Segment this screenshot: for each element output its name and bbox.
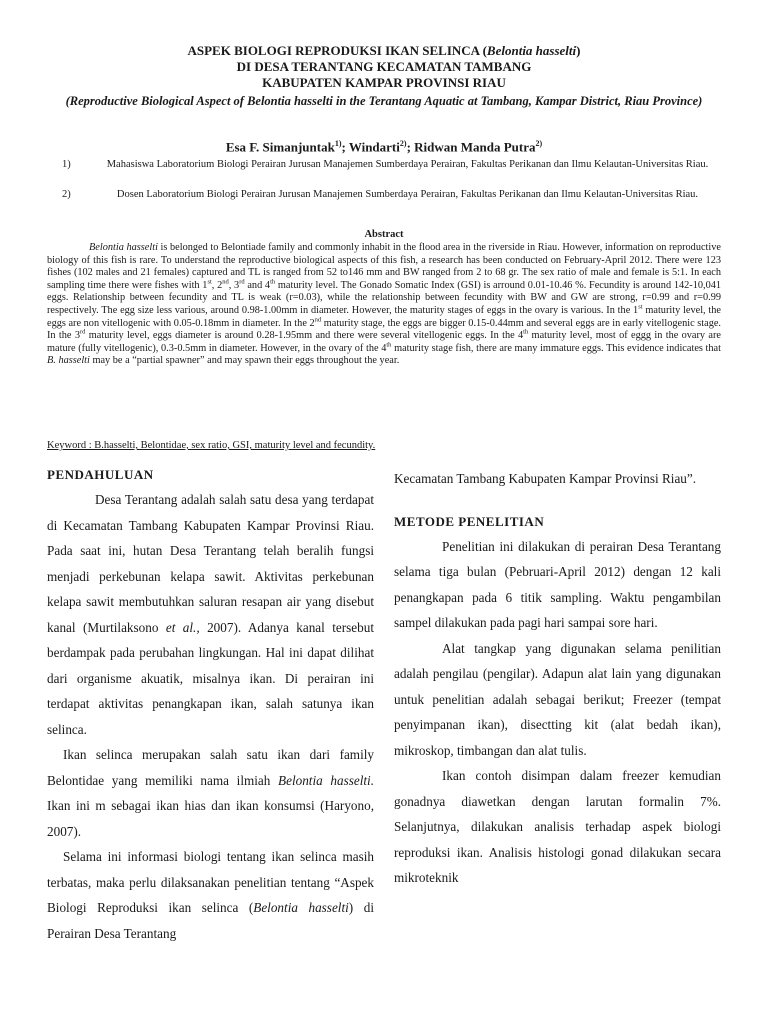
- paragraph: Selama ini informasi biologi tentang ikan selinca masih terbatas, maka perlu dilaksanakan penelitian tentang “Aspek Biologi Reproduksi ikan selinca (Belontia hasselti) di Perairan Desa Terantang: [47, 849, 374, 941]
- paragraph: Penelitian ini dilakukan di perairan Desa Terantang selama tiga bulan (Pebruari-April 2012) dengan 12 kali penangkapan pada 6 titik sampling. Waktu pengambilan sampel dilakukan pada pagi hari sampai sore hari.: [394, 538, 721, 630]
- abstract-body: Belontia hasselti is belonged to Belontiade family and commonly inhabit in the flood area in the riverside in Riau. However, information on reproductive biology of this fish is rare. To understand the reproductive biological aspects of this fish, a research has been conducted on February-April 2012. There were 123 fishes (102 males and 21 females) captured and TL is ranged from 52 to146 mm and BW ranged from 2 to 68 gr. The sex ratio of male and female is 5:1. In each sampling time there were fishes with 1st, 2nd, 3rd and 4th maturity level. The Gonado Somatic Index (GSI) is arround 0.01-10.46 %. Fecundity is around 142-10,041 eggs. Relationship between fecundity and TL is weak (r=0.03), while the relationship between fecundity with BW and GW are strong, r=0.99 and r=0.99 respectively. The egg size less various, around 0.98-1.00mm in diameter. However, the maturity stages of eggs in the ovary is various. In the 1st maturity level, the eggs are non vitellogenic with 0.05-0.18mm in diameter. In the 2nd maturity stage, the eggs are bigger 0.15-0.44mm and several eggs are in early vitellogenic stage. In the 3rd maturity level, eggs diameter is around 0.28-1.95mm and there were several vitellogenic eggs. In the 4th maturity level, most of eggg in the ovary are mature (fully vitellogenic), 0.3-0.5mm in diameter. However, in the ovary of the 4th maturity stage fish, there are many immature eggs. This evidence indicates that B. hasselti may be a “partial spawner” and may spawn their eggs throughout the year.: [47, 242, 722, 367]
- paragraph: Alat tangkap yang digunakan selama penilitian adalah pengilau (pengilar). Adapun alat lain yang digunakan untuk penelitian adalah sebagai berikut; Freezer (tempat penyimpanan ikan), disectting kit (alat bedah ikan), mikroskop, timbangan dan alat tulis.: [394, 640, 721, 758]
- right-column: [394, 466, 721, 891]
- section-heading-pendahuluan: PENDAHULUAN: [47, 467, 154, 482]
- title-species-name: Belontia hasselti: [486, 43, 577, 58]
- paper-title-line-3: KABUPATEN KAMPAR PROVINSI RIAU: [262, 75, 506, 90]
- paragraph: Kecamatan Tambang Kabupaten Kampar Provinsi Riau”.: [394, 471, 697, 486]
- section-heading-metode-penelitian: METODE PENELITIAN: [394, 513, 545, 529]
- paragraph: Ikan contoh disimpan dalam freezer kemudian gonadnya diawetkan dengan larutan formalin 7%. Selanjutnya, dilakukan analisis terhadap aspek biologi reproduksi ikan. Analisis histologi gonad dilakukan secara mikroteknik: [394, 768, 721, 885]
- paragraph: Ikan selinca merupakan salah satu ikan dari family Belontidae yang memiliki nama ilmiah Belontia hasselti. Ikan ini m sebagai ikan hias dan ikan konsumsi (Haryono, 2007).: [47, 747, 375, 839]
- paragraph: Desa Terantang adalah salah satu desa yang terdapat di Kecamatan Tambang Kabupaten Kampar Provinsi Riau. Pada saat ini, hutan Desa Terantang telah beralih fungsi menjadi perkebunan kelapa sawit. Aktivitas perkebunan kelapa sawit membutuhkan saluran resapan air yang disebut kanal (Murtilaksono et al., 2007). Adanya kanal tersebut berdampak pada perubahan lingkungan. Hal ini dapat dilihat dari organisme akuatik, misalnya ikan. Di perairan ini terdapat aktivitas penangkapan ikan, salah satunya ikan selinca.: [47, 492, 374, 737]
- paper-title-english: (Reproductive Biological Aspect of Belontia hasselti in the Terantang Aquatic at Tambang, Kampar District, Riau Province): [65, 94, 703, 108]
- abstract-heading: Abstract: [364, 229, 404, 240]
- left-column: [47, 462, 374, 946]
- paper-title-line-1: ASPEK BIOLOGI REPRODUKSI IKAN SELINCA (Belontia hasselti): [187, 43, 581, 58]
- author-list: Esa F. Simanjuntak$^{1)}$; Windarti$^{2)}$; Ridwan Manda Putra$^{2)}$: [225, 139, 543, 155]
- paper-title-line-2: DI DESA TERANTANG KECAMATAN TAMBANG: [236, 59, 532, 74]
- paper-page: ASPEK BIOLOGI REPRODUKSI IKAN SELINCA (Belontia hasselti) DI DESA TERANTANG KECAMATAN TAMBANG KABUPATEN KAMPAR PROVINSI RIAU (Reproductive Biological Aspect of Belontia hasselti in the Terantang Aquatic at Tambang, Kampar District, Riau Province) Esa F. Simanjuntak$^{1)}$; Windarti$^{2)}$; Ridwan Manda Putra$^{2)}$ 1) Mahasiswa Laboratorium Biologi Perairan Jurusan Manajemen Sumberdaya Perairan, Fakultas Perikanan dan Ilmu Kelautan-Universitas Riau. 2) Dosen Laboratorium Biologi Perairan Jurusan Manajemen Sumberdaya Perairan, Fakultas Perikanan dan Ilmu Kelautan-Universitas Riau. Abstract Belontia hasselti is belonged to Belontiade family and commonly inhabit in the flood area in the riverside in Riau. However, information on reproductive biology of this fish is rare. To understand the reproductive biological aspects of this fish, a research has been conducted on February-April 2012. There were 123 fishes (102 males and 21 females) captured and TL is ranged from 52 to146 mm and BW ranged from 2 to 68 gr. The sex ratio of male and female is 5:1. In each sampling time there were fishes with 1st, 2nd, 3rd and 4th maturity level. The Gonado Somatic Index (GSI) is arround 0.01-10.46 %. Fecundity is around 142-10,041 eggs. Relationship between fecundity and TL is weak (r=0.03), while the relationship between fecundity with BW and GW are strong, r=0.99 and r=0.99 respectively. The egg size less various, around 0.98-1.00mm in diameter. However, the maturity stages of eggs in the ovary is various. In the 1st maturity level, the eggs are non vitellogenic with 0.05-0.18mm in diameter. In the 2nd maturity stage, the eggs are bigger 0.15-0.44mm and several eggs are in early vitellogenic stage. In the 3rd maturity level, eggs diameter is around 0.28-1.95mm and there were several vitellogenic eggs. In the 4th maturity level, most of eggg in the ovary are mature (fully vitellogenic), 0.3-0.5mm in diameter. However, in the ovary of the 4th maturity stage fish, there are many immature eggs. This evidence indicates that B. hasselti may be a “partial spawner” and may spawn their eggs throughout the year. Keyword : B.hasselti, Belontidae, sex ratio, GSI, maturity level and fecundity. PENDAHULUAN Desa Terantang adalah salah satu desa yang terdapat di Kecamatan Tambang Kabupaten Kampar Provinsi Riau. Pada saat ini, hutan Desa Terantang telah beralih fungsi menjadi perkebunan kelapa sawit. Aktivitas perkebunan kelapa sawit membutuhkan saluran resapan air yang disebut kanal (Murtilaksono et al., 2007). Adanya kanal tersebut berdampak pada perubahan lingkungan. Hal ini dapat dilihat dari organisme akuatik, misalnya ikan. Di perairan ini terdapat aktivitas penangkapan ikan, salah satunya ikan selinca. Ikan selinca merupakan salah satu ikan dari family Belontidae yang memiliki nama ilmiah Belontia hasselti. Ikan ini m sebagai ikan hias dan ikan konsumsi (Haryono, 2007). Selama ini informasi biologi tentang ikan selinca masih terbatas, maka perlu dilaksanakan penelitian tentang “Aspek Biologi Reproduksi ikan selinca (Belontia hasselti) di Perairan Desa Terantang Kecamatan Tambang Kabupaten Kampar Provinsi Riau”. METODE PENELITIAN Penelitian ini dilakukan di perairan Desa Terantang selama tiga bulan (Pebruari-April 2012) dengan 12 kali penangkapan pada 6 titik sampling. Waktu pengambilan sampel dilakukan pada pagi hari sampai sore hari. Alat tangkap yang digunakan selama penilitian adalah pengilau (pengilar). Adapun alat lain yang digunakan untuk penelitian adalah sebagai berikut; Freezer (tempat penyimpanan ikan), disectting kit (alat bedah ikan), mikroskop, timbangan dan alat tulis. Ikan contoh disimpan dalam freezer kemudian gonadnya diawetkan dengan larutan formalin 7%. Selanjutnya, dilakukan analisis terhadap aspek biologi reproduksi ikan. Analisis histologi gonad dilakukan secara mikroteknik: [0, 0, 768, 1024]
- keywords: Keyword : B.hasselti, Belontidae, sex ratio, GSI, maturity level and fecundity.: [47, 440, 376, 451]
